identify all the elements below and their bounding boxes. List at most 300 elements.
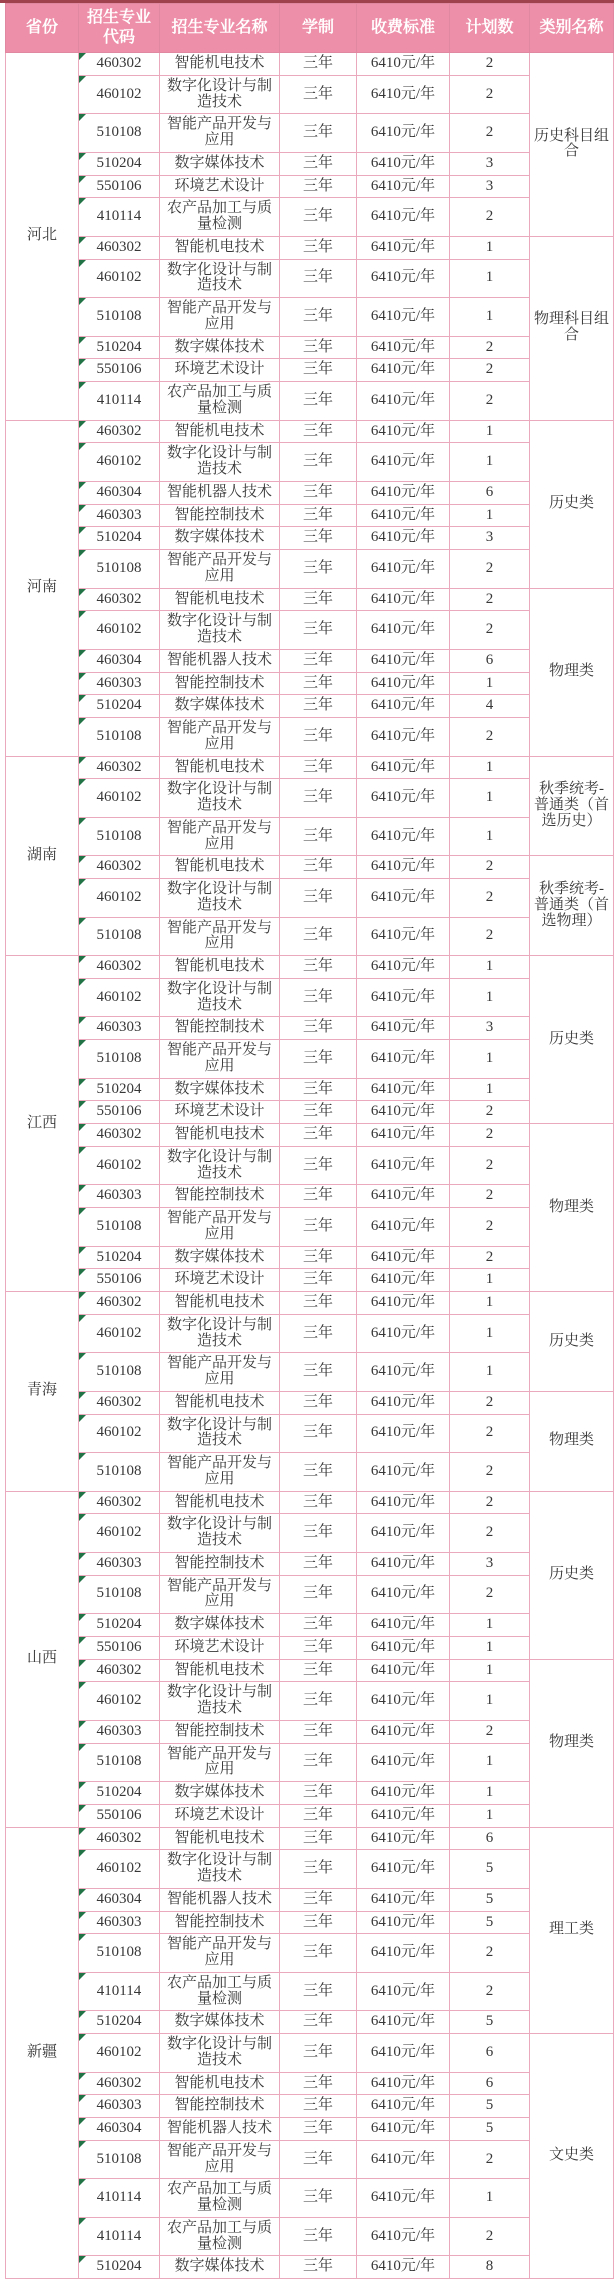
- plan-count-cell: 2: [450, 53, 530, 76]
- major-name-cell: 智能产品开发与应用: [160, 1040, 280, 1079]
- major-name-cell: 智能机电技术: [160, 1491, 280, 1514]
- plan-count-cell: 1: [450, 1269, 530, 1292]
- fee-cell: 6410元/年: [357, 1850, 450, 1889]
- major-code-cell: [79, 817, 160, 856]
- major-code-cell: [79, 1804, 160, 1827]
- plan-count-cell: 2: [450, 75, 530, 114]
- plan-count-cell: 1: [450, 420, 530, 443]
- table-row: [6, 259, 614, 298]
- plan-count-cell: 1: [450, 779, 530, 818]
- major-code-cell: [79, 1888, 160, 1911]
- major-code-cell: [79, 1720, 160, 1743]
- plan-count-cell: 5: [450, 1888, 530, 1911]
- plan-count-cell: 2: [450, 336, 530, 359]
- major-code: 460102: [96, 453, 142, 470]
- major-code-cell: [79, 718, 160, 757]
- fee-cell: 6410元/年: [357, 1269, 450, 1292]
- fee-cell: 6410元/年: [357, 1185, 450, 1208]
- plan-count-cell: 2: [450, 1453, 530, 1492]
- green-corner-marker-icon: [79, 1782, 86, 1789]
- major-code: 460302: [96, 1126, 142, 1142]
- major-code-cell: [79, 1017, 160, 1040]
- major-name-cell: 数字媒体技术: [160, 527, 280, 550]
- major-name-cell: 智能控制技术: [160, 504, 280, 527]
- table-row: [6, 672, 614, 695]
- plan-count-cell: 2: [450, 198, 530, 237]
- green-corner-marker-icon: [79, 1934, 86, 1941]
- years-cell: 三年: [280, 1934, 357, 1973]
- major-name-cell: 数字化设计与制造技术: [160, 1682, 280, 1721]
- fee-cell: 6410元/年: [357, 649, 450, 672]
- plan-count-cell: 2: [450, 114, 530, 153]
- major-code-cell: [79, 75, 160, 114]
- plan-count-cell: 2: [450, 917, 530, 956]
- green-corner-marker-icon: [79, 1147, 86, 1154]
- fee-cell: 6410元/年: [357, 1292, 450, 1315]
- years-cell: 三年: [280, 1208, 357, 1247]
- major-code-cell: [79, 198, 160, 237]
- major-code: 510204: [96, 154, 142, 171]
- years-cell: 三年: [280, 481, 357, 504]
- major-code-cell: [79, 1078, 160, 1101]
- major-name-cell: 农产品加工与质量检测: [160, 198, 280, 237]
- green-corner-marker-icon: [79, 550, 86, 557]
- enrollment-plan-table: [5, 3, 614, 2279]
- table-row: [6, 2217, 614, 2256]
- major-code: 460302: [96, 858, 142, 875]
- major-name-cell: 智能产品开发与应用: [160, 1353, 280, 1392]
- years-cell: 三年: [280, 336, 357, 359]
- table-row: [6, 695, 614, 718]
- major-code-cell: [79, 779, 160, 818]
- green-corner-marker-icon: [79, 1660, 86, 1667]
- green-corner-marker-icon: [79, 1514, 86, 1521]
- major-code-cell: [79, 1491, 160, 1514]
- plan-count-cell: 1: [450, 956, 530, 979]
- years-cell: 三年: [280, 2256, 357, 2279]
- years-cell: 三年: [280, 695, 357, 718]
- major-code: 460102: [96, 988, 142, 1005]
- major-name-cell: 智能机器人技术: [160, 481, 280, 504]
- years-cell: 三年: [280, 1911, 357, 1934]
- plan-count-cell: 2: [450, 1124, 530, 1147]
- category-cell: 文史类: [530, 2034, 614, 2279]
- major-code: 460102: [96, 1156, 142, 1173]
- major-name-cell: 数字化设计与制造技术: [160, 611, 280, 650]
- table-row: [6, 718, 614, 757]
- plan-count-cell: 2: [450, 2140, 530, 2179]
- major-name-cell: 智能产品开发与应用: [160, 917, 280, 956]
- major-code: 460302: [96, 238, 142, 255]
- years-cell: 三年: [280, 1804, 357, 1827]
- plan-count-cell: 2: [450, 588, 530, 611]
- plan-count-cell: 1: [450, 1078, 530, 1101]
- fee-cell: 6410元/年: [357, 1246, 450, 1269]
- major-code-cell: [79, 382, 160, 421]
- plan-count-cell: 1: [450, 236, 530, 259]
- major-code-cell: [79, 1124, 160, 1147]
- table-row: [6, 2011, 614, 2034]
- table-row: [6, 1453, 614, 1492]
- green-corner-marker-icon: [79, 1889, 86, 1896]
- fee-cell: 6410元/年: [357, 1552, 450, 1575]
- fee-cell: 6410元/年: [357, 718, 450, 757]
- major-name-cell: 智能控制技术: [160, 1185, 280, 1208]
- table-row: [6, 2072, 614, 2095]
- table-row: [6, 1682, 614, 1721]
- province-cell: 新疆: [6, 1827, 79, 2279]
- table-row: [6, 1514, 614, 1553]
- col-header-plan-count: 计划数: [450, 4, 530, 53]
- major-code-cell: [79, 879, 160, 918]
- major-name-cell: 数字媒体技术: [160, 152, 280, 175]
- plan-count-cell: 1: [450, 1636, 530, 1659]
- table-row: [6, 2179, 614, 2218]
- major-code-cell: [79, 1614, 160, 1637]
- col-header-major-name: 招生专业名称: [160, 4, 280, 53]
- table-row: [6, 298, 614, 337]
- major-code: 550106: [96, 1638, 142, 1655]
- table-row: [6, 1743, 614, 1782]
- table-row: [6, 1491, 614, 1514]
- plan-count-cell: 2: [450, 1414, 530, 1453]
- major-code-cell: [79, 359, 160, 382]
- table-row: [6, 382, 614, 421]
- years-cell: 三年: [280, 2072, 357, 2095]
- years-cell: 三年: [280, 236, 357, 259]
- plan-count-cell: 2: [450, 1146, 530, 1185]
- major-name-cell: 智能机电技术: [160, 2072, 280, 2095]
- table-row: [6, 336, 614, 359]
- plan-count-cell: 5: [450, 2095, 530, 2118]
- plan-count-cell: 6: [450, 1827, 530, 1850]
- major-name-cell: 智能机器人技术: [160, 2118, 280, 2141]
- major-name-cell: 智能产品开发与应用: [160, 1208, 280, 1247]
- green-corner-marker-icon: [79, 1637, 86, 1644]
- table-row: [6, 114, 614, 153]
- major-name-cell: 数字媒体技术: [160, 1614, 280, 1637]
- col-header-province: 省份: [6, 4, 79, 53]
- green-corner-marker-icon: [79, 879, 86, 886]
- fee-cell: 6410元/年: [357, 152, 450, 175]
- major-code: 460302: [96, 958, 142, 974]
- major-code-cell: [79, 2095, 160, 2118]
- table-row: [6, 1208, 614, 1247]
- plan-count-cell: 4: [450, 695, 530, 718]
- major-code-cell: [79, 175, 160, 198]
- table-row: [6, 1782, 614, 1805]
- major-name-cell: 智能控制技术: [160, 672, 280, 695]
- table-row: [6, 1636, 614, 1659]
- green-corner-marker-icon: [79, 1828, 86, 1835]
- plan-count-cell: 1: [450, 672, 530, 695]
- green-corner-marker-icon: [79, 1315, 86, 1322]
- green-corner-marker-icon: [79, 53, 86, 60]
- table-row: [6, 1575, 614, 1614]
- fee-cell: 6410元/年: [357, 672, 450, 695]
- major-name-cell: 数字化设计与制造技术: [160, 1514, 280, 1553]
- major-code: 460303: [96, 506, 142, 523]
- green-corner-marker-icon: [79, 1017, 86, 1024]
- plan-count-cell: 2: [450, 1514, 530, 1553]
- years-cell: 三年: [280, 1575, 357, 1614]
- major-name-cell: 智能控制技术: [160, 1911, 280, 1934]
- green-corner-marker-icon: [79, 956, 86, 963]
- plan-count-cell: 2: [450, 1491, 530, 1514]
- years-cell: 三年: [280, 420, 357, 443]
- major-code: 460303: [96, 674, 142, 691]
- fee-cell: 6410元/年: [357, 504, 450, 527]
- major-code: 510108: [96, 2150, 142, 2167]
- table-row: [6, 1292, 614, 1315]
- plan-count-cell: 1: [450, 1292, 530, 1315]
- major-name-cell: 环境艺术设计: [160, 1804, 280, 1827]
- major-name-cell: 智能产品开发与应用: [160, 550, 280, 589]
- major-name-cell: 数字化设计与制造技术: [160, 1314, 280, 1353]
- fee-cell: 6410元/年: [357, 1414, 450, 1453]
- plan-count-cell: 1: [450, 298, 530, 337]
- fee-cell: 6410元/年: [357, 1514, 450, 1553]
- plan-count-cell: 1: [450, 1659, 530, 1682]
- major-code-cell: [79, 236, 160, 259]
- plan-count-cell: 1: [450, 1314, 530, 1353]
- major-code-cell: [79, 1101, 160, 1124]
- table-row: [6, 1246, 614, 1269]
- major-name-cell: 环境艺术设计: [160, 1636, 280, 1659]
- years-cell: 三年: [280, 1614, 357, 1637]
- category-cell: 历史科目组合: [530, 53, 614, 237]
- green-corner-marker-icon: [79, 1453, 86, 1460]
- green-corner-marker-icon: [79, 76, 86, 83]
- table-row: [6, 1827, 614, 1850]
- fee-cell: 6410元/年: [357, 856, 450, 879]
- fee-cell: 6410元/年: [357, 75, 450, 114]
- green-corner-marker-icon: [79, 382, 86, 389]
- table-row: [6, 978, 614, 1017]
- years-cell: 三年: [280, 1888, 357, 1911]
- green-corner-marker-icon: [79, 1101, 86, 1108]
- major-code: 460102: [96, 1692, 142, 1709]
- major-code: 510108: [96, 827, 142, 844]
- header-row: [6, 4, 614, 53]
- years-cell: 三年: [280, 611, 357, 650]
- plan-count-cell: 2: [450, 382, 530, 421]
- col-header-major-code: 招生专业代码: [79, 4, 160, 53]
- major-code-cell: [79, 1185, 160, 1208]
- major-name-cell: 农产品加工与质量检测: [160, 2179, 280, 2218]
- years-cell: 三年: [280, 259, 357, 298]
- major-name-cell: 数字媒体技术: [160, 695, 280, 718]
- green-corner-marker-icon: [79, 1682, 86, 1689]
- green-corner-marker-icon: [79, 1805, 86, 1812]
- green-corner-marker-icon: [79, 1415, 86, 1422]
- major-code-cell: [79, 1414, 160, 1453]
- major-name-cell: 农产品加工与质量检测: [160, 2217, 280, 2256]
- green-corner-marker-icon: [79, 1744, 86, 1751]
- major-code: 510108: [96, 727, 142, 744]
- table-row: [6, 1934, 614, 1973]
- plan-count-cell: 2: [450, 1185, 530, 1208]
- major-code-cell: [79, 2118, 160, 2141]
- years-cell: 三年: [280, 1514, 357, 1553]
- table-row: [6, 1614, 614, 1637]
- years-cell: 三年: [280, 1782, 357, 1805]
- green-corner-marker-icon: [79, 2218, 86, 2225]
- years-cell: 三年: [280, 550, 357, 589]
- table-row: [6, 1017, 614, 1040]
- major-code: 460102: [96, 1324, 142, 1341]
- fee-cell: 6410元/年: [357, 1124, 450, 1147]
- table-row: [6, 152, 614, 175]
- years-cell: 三年: [280, 527, 357, 550]
- table-row: [6, 1850, 614, 1889]
- major-name-cell: 数字化设计与制造技术: [160, 1146, 280, 1185]
- fee-cell: 6410元/年: [357, 382, 450, 421]
- fee-cell: 6410元/年: [357, 1972, 450, 2011]
- major-code-cell: [79, 978, 160, 1017]
- major-name-cell: 智能控制技术: [160, 1720, 280, 1743]
- major-code-cell: [79, 1314, 160, 1353]
- fee-cell: 6410元/年: [357, 695, 450, 718]
- table-row: [6, 481, 614, 504]
- fee-cell: 6410元/年: [357, 420, 450, 443]
- category-cell: 物理类: [530, 1391, 614, 1491]
- major-name-cell: 数字化设计与制造技术: [160, 879, 280, 918]
- fee-cell: 6410元/年: [357, 1353, 450, 1392]
- green-corner-marker-icon: [79, 2095, 86, 2102]
- major-code: 510204: [96, 1616, 142, 1632]
- province-cell: 湖南: [6, 756, 79, 956]
- years-cell: 三年: [280, 2140, 357, 2179]
- plan-count-cell: 3: [450, 175, 530, 198]
- table-row: [6, 198, 614, 237]
- major-code: 460302: [96, 1493, 142, 1510]
- years-cell: 三年: [280, 75, 357, 114]
- fee-cell: 6410元/年: [357, 1636, 450, 1659]
- plan-count-cell: 6: [450, 649, 530, 672]
- major-code-cell: [79, 649, 160, 672]
- major-code-cell: [79, 2072, 160, 2095]
- major-name-cell: 数字化设计与制造技术: [160, 443, 280, 482]
- category-cell: 物理类: [530, 1124, 614, 1292]
- major-name-cell: 环境艺术设计: [160, 175, 280, 198]
- years-cell: 三年: [280, 1682, 357, 1721]
- green-corner-marker-icon: [79, 1614, 86, 1621]
- green-corner-marker-icon: [79, 2073, 86, 2080]
- green-corner-marker-icon: [79, 482, 86, 489]
- major-code-cell: [79, 1850, 160, 1889]
- major-code: 460302: [96, 422, 142, 439]
- green-corner-marker-icon: [79, 1247, 86, 1254]
- major-code: 510108: [96, 559, 142, 576]
- major-code: 460303: [96, 1019, 142, 1036]
- major-code: 510108: [96, 927, 142, 944]
- years-cell: 三年: [280, 1078, 357, 1101]
- major-code: 510108: [96, 1462, 142, 1479]
- table-row: [6, 1414, 614, 1453]
- plan-count-cell: 5: [450, 1850, 530, 1889]
- years-cell: 三年: [280, 152, 357, 175]
- major-code: 410114: [96, 2227, 142, 2244]
- table-row: [6, 817, 614, 856]
- fee-cell: 6410元/年: [357, 1101, 450, 1124]
- green-corner-marker-icon: [79, 1079, 86, 1086]
- category-cell: 秋季统考-普通类（首选物理）: [530, 856, 614, 956]
- major-name-cell: 智能产品开发与应用: [160, 2140, 280, 2179]
- major-code-cell: [79, 481, 160, 504]
- major-code: 460302: [96, 1829, 142, 1846]
- fee-cell: 6410元/年: [357, 2256, 450, 2279]
- green-corner-marker-icon: [79, 1912, 86, 1919]
- major-code-cell: [79, 259, 160, 298]
- years-cell: 三年: [280, 2118, 357, 2141]
- green-corner-marker-icon: [79, 718, 86, 725]
- green-corner-marker-icon: [79, 1973, 86, 1980]
- table-row: [6, 359, 614, 382]
- years-cell: 三年: [280, 1972, 357, 2011]
- table-row: [6, 1659, 614, 1682]
- major-code: 510204: [96, 2258, 142, 2275]
- green-corner-marker-icon: [79, 153, 86, 160]
- years-cell: 三年: [280, 2034, 357, 2073]
- fee-cell: 6410元/年: [357, 1827, 450, 1850]
- green-corner-marker-icon: [79, 1353, 86, 1360]
- fee-cell: 6410元/年: [357, 1911, 450, 1934]
- fee-cell: 6410元/年: [357, 1491, 450, 1514]
- major-name-cell: 智能产品开发与应用: [160, 817, 280, 856]
- table-row: [6, 1269, 614, 1292]
- years-cell: 三年: [280, 1269, 357, 1292]
- years-cell: 三年: [280, 1292, 357, 1315]
- table-row: [6, 1353, 614, 1392]
- major-code: 460302: [96, 2074, 142, 2091]
- years-cell: 三年: [280, 1827, 357, 1850]
- years-cell: 三年: [280, 443, 357, 482]
- green-corner-marker-icon: [79, 260, 86, 267]
- major-code: 460303: [96, 1722, 142, 1739]
- green-corner-marker-icon: [79, 1492, 86, 1499]
- green-corner-marker-icon: [79, 359, 86, 366]
- plan-count-cell: 6: [450, 481, 530, 504]
- category-cell: 秋季统考-普通类（首选历史）: [530, 756, 614, 856]
- fee-cell: 6410元/年: [357, 2118, 450, 2141]
- green-corner-marker-icon: [79, 918, 86, 925]
- fee-cell: 6410元/年: [357, 1934, 450, 1973]
- major-code: 460102: [96, 2043, 142, 2060]
- major-name-cell: 数字化设计与制造技术: [160, 2034, 280, 2073]
- table-row: [6, 2140, 614, 2179]
- major-code-cell: [79, 611, 160, 650]
- fee-cell: 6410元/年: [357, 550, 450, 589]
- plan-count-cell: 1: [450, 2179, 530, 2218]
- plan-count-cell: 2: [450, 611, 530, 650]
- years-cell: 三年: [280, 856, 357, 879]
- major-code: 460303: [96, 1913, 142, 1930]
- major-code-cell: [79, 1514, 160, 1553]
- plan-count-cell: 5: [450, 2118, 530, 2141]
- table-row: [6, 1911, 614, 1934]
- fee-cell: 6410元/年: [357, 443, 450, 482]
- table-row: [6, 1185, 614, 1208]
- fee-cell: 6410元/年: [357, 917, 450, 956]
- major-code-cell: [79, 298, 160, 337]
- green-corner-marker-icon: [79, 779, 86, 786]
- green-corner-marker-icon: [79, 2011, 86, 2018]
- green-corner-marker-icon: [79, 1576, 86, 1583]
- green-corner-marker-icon: [79, 237, 86, 244]
- fee-cell: 6410元/年: [357, 359, 450, 382]
- major-code: 460302: [96, 758, 142, 775]
